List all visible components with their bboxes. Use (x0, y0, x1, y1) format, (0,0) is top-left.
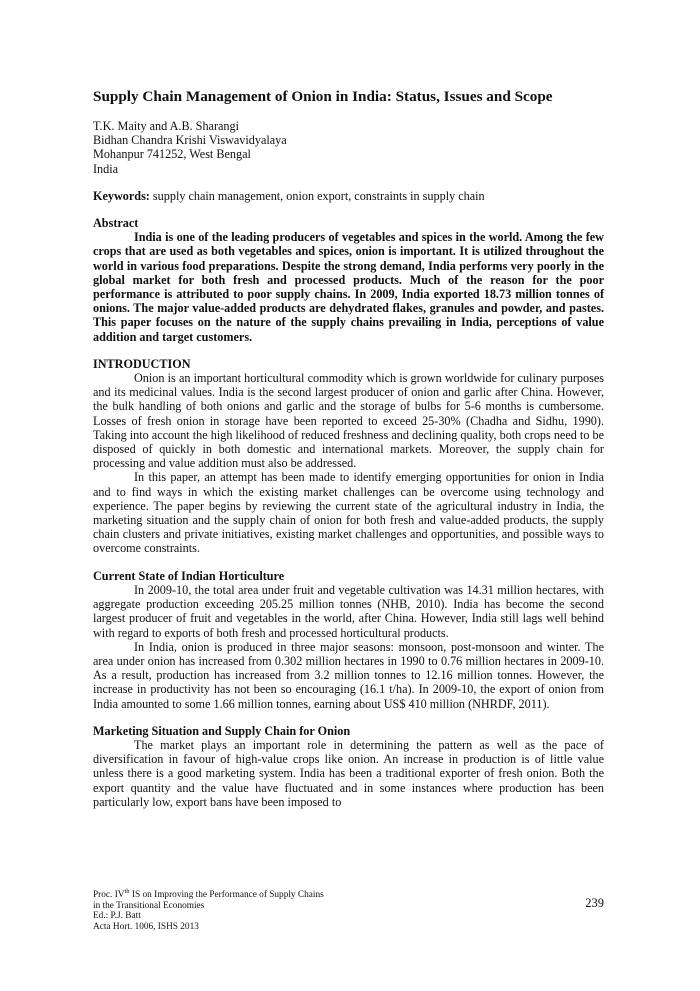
affiliation-country: India (93, 161, 119, 176)
proceedings-line-2: in the Transitional Economies (93, 900, 205, 911)
affiliation-university: Bidhan Chandra Krishi Viswavidyalaya (93, 133, 287, 148)
abstract-heading: Abstract (93, 216, 139, 231)
abstract-section (93, 216, 604, 344)
introduction-heading: INTRODUCTION (93, 356, 191, 371)
marketing-section (93, 724, 604, 809)
editor-line: Ed.: P.J. Batt (93, 911, 141, 922)
keywords-label: Keywords: (93, 188, 150, 203)
body-paragraph: In 2009-10, the total area under fruit and vegetable cultivation was 14.31 million hectares, with aggregate production exceeding 205.25 million tonnes (NHB, 2010). India has become the second largest producer of fruit and vegetables in the world, after China. However, India still lags well behind with regard to exports of both fresh and processed horticultural products. (93, 582, 604, 640)
proceedings-superscript: th (124, 887, 130, 895)
horticulture-section (93, 569, 604, 711)
body-paragraph: In this paper, an attempt has been made to identify emerging opportunities for onion in India and to find ways in which the existing market challenges can be overcome using technology and experience. The paper begins by reviewing the current state of the agricultural industry in India, the marketing situation and the supply chain of onion for both fresh and value-added products, the supply chain clusters and private initiatives, existing market challenges and opportunities, and possible ways to overcome constraints. (93, 470, 604, 556)
proceedings-citation (93, 887, 604, 932)
introduction-section (93, 357, 604, 556)
section-heading: Marketing Situation and Supply Chain for Onion (93, 723, 351, 738)
body-paragraph: In India, onion is produced in three major seasons: monsoon, post-monsoon and winter. The area under onion has increased from 0.302 million hectares in 1990 to 0.76 million hectares in 2009-10. As a result, production has increased from 3.2 million tonnes to 12.16 million tonnes. However, the increase in productivity has not been so encouraging (16.1 t/ha). In 2009-10, the export of onion from India amounted to some 1.66 million tonnes, earning about US$ 410 million (NHRDF, 2011). (93, 639, 604, 711)
journal-line: Acta Hort. 1006, ISHS 2013 (93, 921, 199, 932)
paper-title: Supply Chain Management of Onion in India: Status, Issues and Scope (93, 88, 553, 105)
page-number: 239 (585, 896, 604, 910)
author-block (93, 119, 604, 176)
proceedings-suffix: IS on Improving the Performance of Supply Chains (129, 890, 324, 900)
proceedings-line (93, 887, 604, 901)
affiliation-address: Mohanpur 741252, West Bengal (93, 147, 251, 162)
proceedings-prefix: Proc. IV (93, 890, 125, 900)
abstract-text: India is one of the leading producers of vegetables and spices in the world. Among the few crops that are used as both vegetables and spices, onion is important. It is utilized throughout the world in various food preparations. Despite the strong demand, India performs very poorly in the global market for both fresh and processed products. Much of the reason for the poor performance is attributed to poor supply chains. In 2009, India exported 18.73 million tonnes of onions. The major value-added products are dehydrated flakes, granules and powder, and pastes. This paper focuses on the nature of the supply chains prevailing in India, perceptions of value addition and target customers. (93, 230, 604, 344)
keywords-line (93, 189, 604, 203)
author-names: T.K. Maity and A.B. Sharangi (93, 119, 240, 133)
page-footer (93, 887, 604, 932)
body-paragraph: The market plays an important role in determining the pattern as well as the pace of diversification in favour of high-value crops like onion. An increase in production is of little value unless there is a good marketing system. India has been a traditional exporter of fresh onion. Both the export quantity and the value have fluctuated and in some instances where production has been particularly low, export bans have been imposed to (93, 737, 604, 809)
body-paragraph: Onion is an important horticultural commodity which is grown worldwide for culinary purposes and its medicinal values. India is the second largest producer of onion and garlic after China. However, the bulk handling of both onions and garlic and the storage of bulbs for 5-6 months is cumbersome. Losses of fresh onion in storage have been reported to exceed 25-30% (Chadha and Sidhu, 1990). Taking into account the high likelihood of reduced freshness and declining quality, both crops need to be disposed of quickly in both domestic and international markets. Moreover, the supply chain for processing and value addition must also be addressed. (93, 371, 604, 471)
keywords-text: supply chain management, onion export, constraints in supply chain (149, 188, 485, 203)
paper-body (93, 88, 604, 809)
section-heading: Current State of Indian Horticulture (93, 568, 285, 583)
